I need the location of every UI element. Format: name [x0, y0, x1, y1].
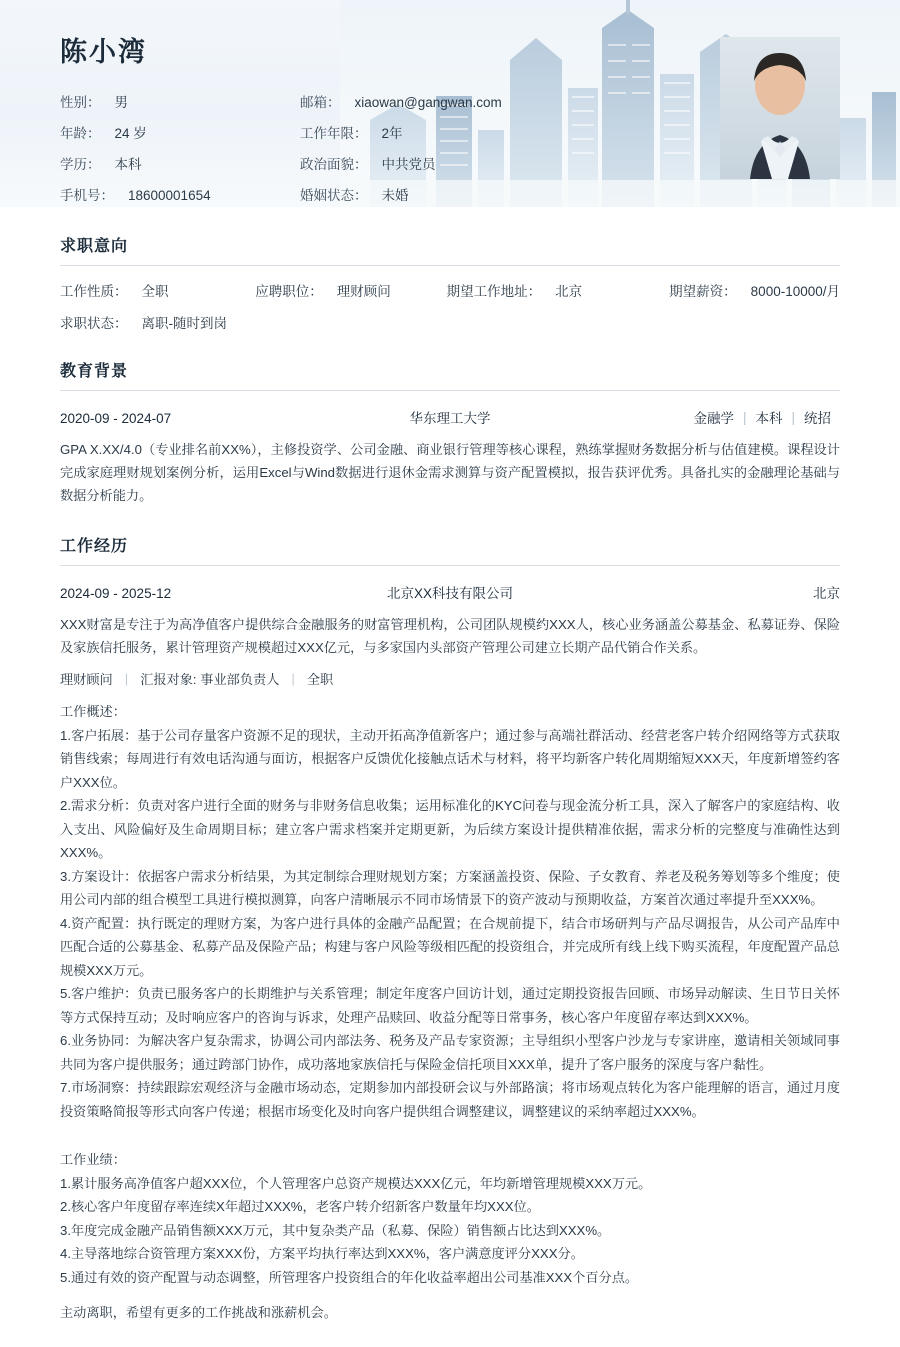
- info-value: xiaowan@gangwan.com: [354, 95, 502, 110]
- work-overview-item: 4.资产配置：执行既定的理财方案，为客户进行具体的金融产品配置；在合规前提下，结合市场研判与产品尽调报告，从公司产品库中匹配合适的公募基金、私募产品及保险产品；构建与客户风险等级相匹配的投资组合，并完成所有线上线下购买流程，年度配置产品总规模XXX万元。: [60, 915, 840, 978]
- tag-separator: |: [742, 409, 747, 425]
- work-role-line: [60, 669, 840, 688]
- education-admission-type: 统招: [804, 411, 831, 426]
- work-achievement-item: 5.通过有效的资产配置与动态调整，所管理客户投资组合的年化收益率超出公司基准XXX个百分点。: [60, 1269, 639, 1285]
- work-achievements: [60, 1148, 840, 1289]
- info-label: 手机号：: [60, 188, 114, 203]
- info-gender: [60, 91, 300, 111]
- education-date: 2020-09 - 2024-07: [60, 411, 172, 426]
- work-overview-item: 3.方案设计：依据客户需求分析结果，为其定制综合理财规划方案；方案涵盖投资、保险、子女教育、养老及税务筹划等多个维度；使用公司内部的组合模型工具进行模拟测算，向客户清晰展示不同市场情景下的资产波动与预期收益，方案首次通过率提升至XXX%。: [60, 868, 840, 908]
- role-separator: |: [291, 671, 295, 687]
- work-overview-item: 2.需求分析：负责对客户进行全面的财务与非财务信息收集；运用标准化的KYC问卷与现金流分析工具，深入了解客户的家庭结构、收入支出、风险偏好及生命周期目标；建立客户需求档案并定期更新，为后续方案设计提供精准依据，需求分析的完整度与准确性达到XXX%。: [60, 798, 840, 861]
- work-date: 2024-09 - 2025-12: [60, 586, 172, 602]
- work-report-to: 汇报对象: 事业部负责人: [140, 672, 280, 688]
- work-achievement-item: 4.主导落地综合资管理方案XXX份，方案平均执行率达到XXX%，客户满意度评分XXX分。: [60, 1246, 584, 1262]
- spacer: [60, 1123, 840, 1136]
- work-achievement-item: 3.年度完成金融产品销售额XXX万元，其中复杂类产品（私募、保险）销售额占比达到XXX%。: [60, 1222, 611, 1238]
- intent-label: 期望薪资：: [669, 284, 737, 299]
- work-company-description: XXX财富是专注于为高净值客户提供综合金融服务的财富管理机构，公司团队规模约XXX人，核心业务涵盖公募基金、私募证券、保险及家族信托服务，累计管理资产规模超过XXX亿元，与多家国内头部资产管理公司建立长期产品代销合作关系。: [60, 617, 840, 656]
- work-location: 北京: [813, 586, 840, 602]
- work-overview-item: 7.市场洞察：持续跟踪宏观经济与金融市场动态，定期参加内部投研会议与外部路演；将市场观点转化为客户能理解的语言，通过月度投资策略简报等形式向客户传递；根据市场变化及时向客户提供组合调整建议，调整建议的采纳率超过XXX%。: [60, 1080, 840, 1119]
- info-value: 未婚: [381, 188, 409, 203]
- resume-header: [0, 0, 900, 207]
- education-entry-head: [60, 407, 840, 427]
- info-label: 政治面貌：: [300, 157, 368, 172]
- intent-label: 应聘职位：: [255, 284, 323, 299]
- info-label: 工作年限：: [300, 126, 368, 141]
- info-label: 性别：: [60, 95, 101, 110]
- intent-position: [255, 280, 446, 300]
- intent-status: [60, 312, 227, 332]
- info-value: 2年: [381, 126, 403, 141]
- work-overview-item: 5.客户维护：负责已服务客户的长期维护与关系管理；制定年度客户回访计划，通过定期投资报告回顾、市场异动解读、生日节日关怀等方式保持互动；及时响应客户的咨询与诉求，处理产品赎回、收益分配等日常事务，核心客户年度留存率达到XXX%。: [60, 986, 840, 1025]
- work-overview-item: 1.客户拓展：基于公司存量客户资源不足的现状，主动开拓高净值新客户；通过参与高端社群活动、经营老客户转介绍网络等方式获取销售线索；每周进行有效电话沟通与面访，根据客户反馈优化接触点话术与材料，将平均新客户转化周期缩短XXX天，年度新增签约客户XXX位。: [60, 727, 840, 790]
- info-value: 中共党员: [381, 157, 436, 172]
- intent-label: 求职状态：: [60, 316, 128, 331]
- candidate-name: 陈小湾: [60, 37, 147, 67]
- info-value: 本科: [114, 157, 142, 172]
- intent-value: 离职-随时到岗: [141, 316, 227, 331]
- education-description: GPA X.XX/4.0（专业排名前XX%），主修投资学、公司金融、商业银行管理等核心课程，熟练掌握财务数据分析与估值建模。课程设计完成家庭理财规划案例分析，运用Excel与Wind数据进行退休金需求测算与资产配置模拟，报告获评优秀。具备扎实的金融理论基础与数据分析能力。: [60, 442, 840, 504]
- education-entry: [60, 391, 840, 507]
- intent-value: 北京: [555, 284, 583, 299]
- job-intent-section: [0, 233, 900, 332]
- work-achievement-heading: 工作业绩：: [60, 1152, 126, 1168]
- work-achievement-item: 2.核心客户年度留存率连续X年超过XXX%，老客户转介绍新客户数量年均XXX位。: [60, 1199, 540, 1215]
- info-experience-years: [300, 122, 403, 142]
- tag-separator: |: [791, 409, 795, 425]
- intent-label: 工作性质：: [60, 284, 128, 299]
- info-value: 男: [114, 95, 128, 110]
- intent-value: 理财顾问: [336, 284, 391, 299]
- info-label: 年龄：: [60, 126, 101, 141]
- info-row: [60, 184, 840, 204]
- work-job-type: 全职: [306, 672, 334, 688]
- section-title-work: 工作经历: [60, 538, 129, 556]
- section-title-education: 教育背景: [60, 363, 129, 380]
- info-political-status: [300, 153, 436, 173]
- info-degree: [60, 153, 300, 173]
- education-degree: 本科: [755, 411, 783, 426]
- education-school: 华东理工大学: [409, 411, 491, 426]
- work-achievement-item: 1.累计服务高净值客户超XXX位，个人管理客户总资产规模达XXX亿元，年均新增管理规模XXX万元。: [60, 1175, 652, 1191]
- intent-salary: [669, 280, 840, 300]
- education-tags: [540, 407, 840, 427]
- info-label: 婚姻状态：: [300, 188, 368, 203]
- role-separator: |: [124, 671, 129, 687]
- intent-job-nature: [60, 280, 255, 300]
- avatar: [720, 37, 840, 179]
- intent-value: 8000-10000/月: [750, 284, 840, 299]
- job-intent-body: [60, 266, 840, 332]
- info-email: [300, 91, 502, 111]
- info-label: 邮箱：: [300, 95, 341, 110]
- work-overview-item: 6.业务协同：为解决客户复杂需求，协调公司内部法务、税务及产品专家资源；主导组织小型客户沙龙与专家讲座，邀请相关领域同事共同为客户提供服务；通过跨部门协作，成功落地家族信托与保险金信托项目XXX单，提升了客户服务的深度与客户黏性。: [60, 1033, 840, 1072]
- education-major: 金融学: [693, 411, 734, 426]
- info-value: 18600001654: [128, 188, 211, 203]
- info-label: 学历：: [60, 157, 101, 172]
- info-phone: [60, 184, 300, 204]
- section-title-job-intent: 求职意向: [60, 238, 129, 255]
- info-age: [60, 122, 300, 142]
- intent-label: 期望工作地址：: [446, 284, 542, 299]
- work-role: 理财顾问: [60, 672, 113, 688]
- work-overview: [60, 700, 840, 1123]
- work-leave-reason: 主动离职，希望有更多的工作挑战和涨薪机会。: [60, 1305, 337, 1321]
- intent-location: [447, 280, 670, 300]
- work-overview-heading: 工作概述：: [60, 704, 126, 720]
- work-entry: [60, 566, 840, 1347]
- intent-value: 全职: [141, 284, 169, 299]
- education-section: [0, 358, 900, 507]
- portrait-photo: [720, 37, 840, 179]
- intent-row: [60, 280, 840, 300]
- intent-row: [60, 312, 840, 332]
- info-marital-status: [300, 184, 409, 204]
- info-value: 24 岁: [114, 126, 147, 141]
- work-section: [0, 533, 900, 1347]
- work-entry-head: [60, 582, 840, 602]
- work-company: 北京XX科技有限公司: [386, 586, 513, 602]
